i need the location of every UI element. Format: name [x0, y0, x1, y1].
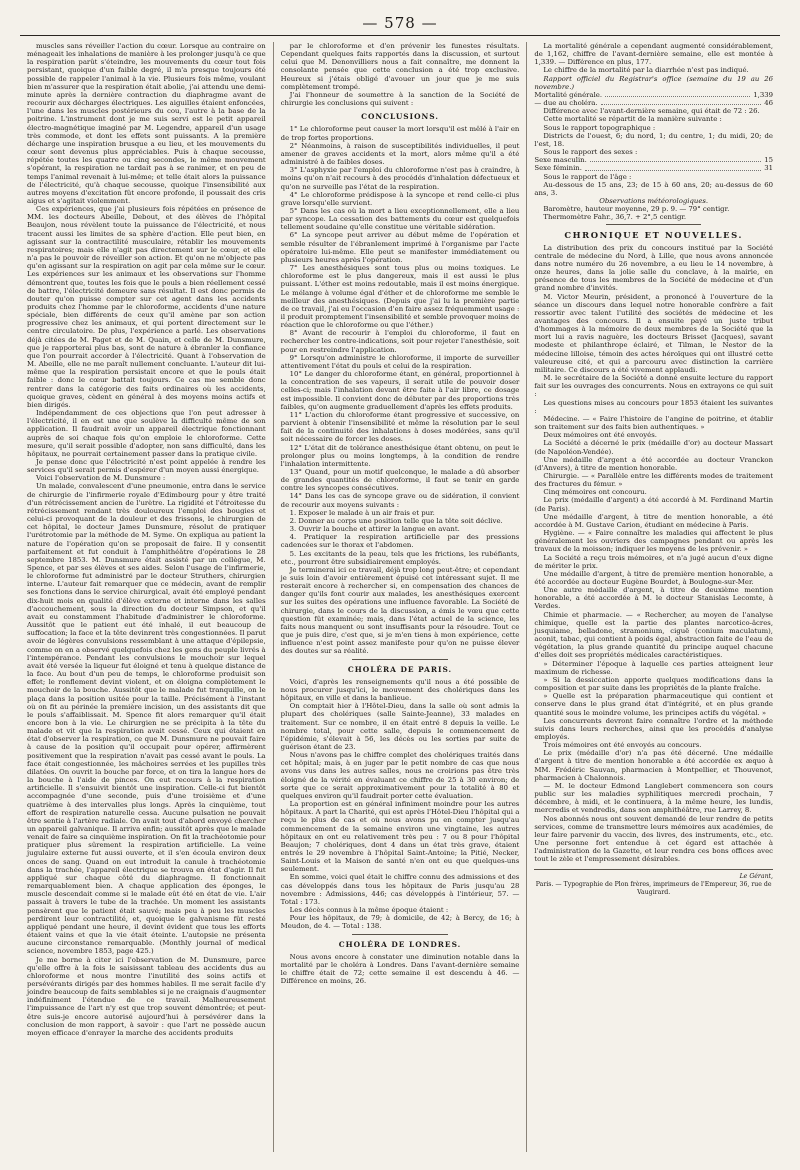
- paragraph: Deux mémoires ont été envoyés.: [543, 431, 657, 440]
- paragraph: Une médaille d'argent a été accordée au docteur Vranckon (d'Anvers), à titre de mention honorable.: [534, 455, 774, 472]
- paragraph: Chirurgie. — « Parallèle entre les différents modes de traitement des fractures du fémur. »: [534, 471, 774, 489]
- stat-row-cholera: [534, 99, 773, 107]
- conclusion-item: 13° Quand, pour un motif quelconque, le malade a dû absorber de grandes quantités de chloroforme, il faut se tenir en garde contre les syncopes consécutives.: [280, 467, 520, 493]
- paragraph: Nos abonnés nous ont souvent demandé de leur rendre de petits services, comme de transmettre leurs mémoires aux académies, de leur faire parvenir du vaccin, des livres, des instruments, etc., etc. Une personne fort entendue à cet égard est attachée à l'administration de la Gazette, et leur rendra ces bons offices avec tout le zèle et l'empressement désirables.: [534, 814, 774, 864]
- conclusion-item: 12° L'état dit de tolérance anesthésique étant obtenu, on peut le prolonger plus ou moins longtemps, à la condition de rendre l'inhalation intermittente.: [280, 443, 520, 468]
- report-line: [534, 75, 773, 91]
- measure-item: 1. Exposer le malade à un air frais et pur.: [289, 508, 435, 517]
- column-1: [20, 42, 273, 1152]
- paragraph: Thermomètre Fahr., 36,7. + 2°,5 centigr.: [543, 213, 687, 222]
- leader-dots: [605, 91, 750, 97]
- meteo-title: Observations météorologiques.: [599, 196, 709, 205]
- leader-dots: [585, 164, 761, 170]
- conclusion-item: 5° Dans les cas où la mort a lieu exceptionnellement, elle a lieu par syncope. La cessation des battements du cœur est quelquefois tellement soudaine qu'elle constitue une véritable sidération.: [280, 206, 520, 232]
- paragraph: Un malade, convalescent d'une pneumonie, entra dans le service de chirurgie de l'infirmerie royale d'Edimbourg pour y être traité d'un rétrécissement ancien de l'urètre. La rigidité et l'étroitesse du rétrécissement rendant très douloureux l'emploi des bougies et celui-ci provoquant de la douleur et des frissons, le chirurgien de cet hôpital, le docteur James Dunsmure, résolut de pratiquer l'urétrotomie par la méthode de M. Syme. On expliqua au patient la nature de l'opération qu'on se proposait de faire. Il y consentit parfaitement et fut conduit à l'amphithéâtre d'opérations le 28 septembre 1853. M. Dunsmure était assisté par un collègue, M. Spence, et par ses élèves et ses aides. Selon l'usage de l'infirmerie, le chloroforme fut administré par le docteur Struthers, chirurgien interne. L'auteur fait remarquer que ce médecin, avant de remplir ses fonctions dans le service chirurgical, avait été employé pendant dix-huit mois en qualité d'élève externe et interne dans les salles d'accouchement, sous la direction du docteur Simpson, et qu'il avait eu constamment l'habitude d'administrer le chloroforme. Aussitôt que le patient eut été inhalé, il eut beaucoup de suffocation; la face et la tête devinrent très congestionnées. Il parut avoir de légères convulsions ressemblant à une attaque d'épilepsie, comme on en a observé quelquefois chez les gens du peuple livrés à l'intempérance. Pendant les convulsions le mouchoir sur lequel avait été versée la liqueur fut éloigné et tenu à quelque distance de la face. Au bout d'un peu de temps, le chloroforme produisit son effet; le ronflement devint violent, et on éloigna complètement le mouchoir de la bouche. Aussitôt que le malade fut tranquille, on le plaça dans la position usitée pour la taille. Précisément à l'instant où on fit au périnée la première incision, un des assistants dit que le pouls s'affaiblissait. M. Spence fit alors remarquer qu'il était encore bon à la vie. Le chirurgien ne se précipita à la tête du malade et vit que la respiration avait cessé. Ceux qui étaient en état d'observer la respiration, ce que M. Dunsmure ne pouvait faire à cause de la position qu'il occupait pour opérer, affirmèrent positivement que la respiration n'avait pas cessé avant le pouls. La face était congestionnée, les mâchoires serrées et les pupilles très dilatées. On ouvrit la bouche par force, et on tira la langue hors de la bouche à l'aide de pinces. On eut recours à la respiration artificielle. Il s'ensuivit bientôt une inspiration. Celle-ci fut bientôt accompagnée d'une seconde, puis d'une troisième et d'une quatrième à des intervalles plus longs. Après la cinquième, tout effort de respiration naturelle cessa. Aucune pulsation ne pouvait être sentie à l'artère radiale. On avait tout d'abord envoyé chercher un appareil galvanique. Il arriva enfin; aussitôt après que le malade venait de faire sa cinquième inspiration. On fit la trachéotomie pour pratiquer plus sûrement la respiration artificielle. La veine jugulaire externe fut aussi ouverte, et il s'en écoula environ deux onces de sang. Quand on eut introduit la canule à trachéotomie dans la trachée, l'appareil électrique se trouva en état d'agir. Il fut appliqué sur chaque côté du diaphragme. Il fonctionnait remarquablement bien. A chaque application des éponges, le muscle descendait comme si le malade eût été en état de vie. L'air passait à travers le tube de la trachée. Un moment les assistants pensèrent que le patient était sauvé; mais peu à peu les muscles perdirent leur contractilité, et, quoique le galvanisme fût resté appliqué pendant une heure, il devint évident que tous les efforts étaient vains et que la vie était éteinte. L'autopsie ne présenta aucune circonstance remarquable. (Monthly journal of medical science, novembre 1853, page 425.): [27, 482, 266, 956]
- paragraph: Trois mémoires ont été envoyés au concours.: [543, 741, 702, 750]
- conclusion-item: 14° Dans les cas de syncope grave ou de sidération, il convient de recourir aux moyens suivants :: [280, 492, 520, 509]
- paragraph: Sous le rapport topographique :: [543, 123, 656, 132]
- paragraph: Hygiène. — « Faire connaître les maladies qui affectent le plus généralement les ouvriers des campagnes pendant ou après les travaux de la moisson; indiquer les moyens de les prévenir. »: [534, 529, 774, 554]
- meteo-heading: [534, 197, 773, 205]
- paragraph: On comptait hier à l'Hôtel-Dieu, dans la salle où sont admis la plupart des cholériques (salle Sainte-Jeanne), 33 malades en traitement. Sur ce nombre, il en était entré 8 depuis la veille. Le nombre total, pour cette salle, depuis le commencement de l'épidémie, s'élevait à 56, les décès ou les sorties par suite de guérison étant de 23.: [280, 702, 520, 751]
- column-3: [526, 42, 780, 1152]
- paragraph: Le chiffre de la mortalité par la diarrhée n'est pas indiqué.: [543, 66, 749, 75]
- paragraph: Les concurrents devront faire connaître l'ordre et la méthode suivis dans leurs recherches, ainsi que les procédés d'analyse employés.: [534, 716, 774, 741]
- page-header: [20, 14, 780, 36]
- stat-value: 31: [764, 164, 774, 173]
- paragraph: Les décès connus à la même époque étaient :: [289, 906, 449, 915]
- paragraph: Nous avons encore à constater une diminution notable dans la mortalité par le choléra à Londres. Dans l'avant-dernière semaine le chiffre était de 72; cette semaine il est descendu à 46. — Différence en moins, 26.: [280, 952, 520, 986]
- paragraph: — M. le docteur Edmond Langlebert commencera son cours public sur les maladies syphilitiques mercredi prochain, 7 décembre, à midi, et le continuera, à la même heure, les lundis, mercredis et vendredis, dans son amphithéâtre, rue Larrey, 8.: [534, 781, 774, 815]
- conclusion-item: 10° Le danger du chloroforme étant, en général, proportionnel à la concentration de ses vapeurs, il serait utile de pouvoir doser celles-ci; mais l'inhalation devant être faite à l'air libre, ce dosage est impossible. Il convient donc de débuter par des proportions très faibles, qu'on augmente graduellement d'après les effets produits.: [280, 370, 520, 411]
- paragraph: Chimie et pharmacie. — « Rechercher, au moyen de l'analyse chimique, quelle est la partie des plantes narcotico-âcres, jusquiame, belladone, stramonium, ciguë (conium maculatum), aconit, tabac, qui contient à poids égal, abstraction faite de l'eau de végétation, la plus grande quantité du principe auquel chacune d'elles doit ses propriétés médicales caractéristiques.: [534, 610, 774, 660]
- paragraph: La Société a décerné le prix (médaille d'or) au docteur Massart (de Napoléon-Vendée).: [534, 439, 774, 456]
- conclusion-item: 7° Les anesthésiques sont tous plus ou moins toxiques. Le chloroforme est le plus dangereux, mais il est aussi le plus puissant. L'éther est moins redoutable, mais il est moins énergique. Le mélange à volume égal d'éther et de chloroforme me semble le meilleur des anesthésiques. (Depuis que j'ai lu la première partie de ce travail, j'ai eu l'occasion d'en faire assez fréquemment usage : il produit promptement l'insensibilité et semble provoquer moins de réaction que le chloroforme ou que l'éther.): [280, 264, 520, 330]
- stat-row-male: [534, 156, 773, 164]
- stat-label: — due au choléra.: [534, 99, 598, 108]
- paragraph: Voici, d'après les renseignements qu'il nous a été possible de nous procurer jusqu'ici, le mouvement des cholériques dans les hôpitaux, en ville et dans la banlieue.: [280, 677, 520, 703]
- paragraph: Je me borne à citer ici l'observation de M. Dunsmure, parce qu'elle offre à la fois le saisissant tableau des accidents dus au chloroforme et nous montre l'inutilité des soins actifs et persévérants dirigés par des hommes habiles. Il me serait facile d'y joindre beaucoup de faits semblables si je ne craignais d'augmenter indéfiniment l'étendue de ce travail. Malheureusement l'impuissance de l'art n'y est que trop souvent démontrée; et peut-être suis-je encore autorisé aujourd'hui à persévérer dans la conclusion de mon rapport, à savoir : que l'art ne possède aucun moyen efficace d'enrayer la marche des accidents produits: [27, 955, 266, 1037]
- paragraph: M. le secrétaire de la Société a donné ensuite lecture du rapport fait sur les ouvrages des concurrents. Nous en extrayons ce qui suit :: [534, 374, 774, 399]
- paragraph: Le prix (médaille d'or) n'a pas été décerné. Une médaille d'argent à titre de mention honorable a été accordée ex æquo à MM. Frédéric Sauvan, pharmacien à Montpellier, et Thouvenot, pharmacien à Chalonnois.: [534, 749, 774, 782]
- paragraph: Je pense donc que l'électricité n'est point appelée à rendre les services qu'il serait permis d'espérer d'un moyen aussi énergique.: [27, 457, 266, 475]
- paragraph: Indépendamment de ces objections que l'on peut adresser à l'électricité, il en est une que soulève la difficulté même de son application. Il faudrait avoir un appareil électrique fonctionnant auprès de soi chaque fois qu'on emploie le chloroforme. Cette mesure, qu'il serait possible d'adopter, non sans difficulté, dans les hôpitaux, ne pourrait certainement passer dans la pratique civile.: [27, 409, 266, 458]
- conclusion-item: 11° L'action du chloroforme étant progressive et successive, on parvient à obtenir l'insensibilité et même la résolution par le seul fait de la continuité des inhalations à doses modérées, sans qu'il soit nécessaire de forcer les doses.: [280, 410, 520, 444]
- paragraph: » Déterminer l'époque à laquelle ces parties atteignent leur maximum de richesse.: [534, 659, 774, 676]
- leader-dots: [601, 99, 762, 105]
- conclusion-item: 8° Avant de recourir à l'emploi du chloroforme, il faut en rechercher les contre-indications, soit pour rejeter l'anesthésie, soit pour en restreindre l'application.: [280, 329, 520, 354]
- paragraph: La Société a reçu trois mémoires, et n'a jugé aucun d'eux digne de mériter le prix.: [534, 553, 774, 570]
- stat-label: Sexe féminin.: [534, 164, 582, 173]
- paragraph: » Quelle est la préparation pharmaceutique qui contient et conserve dans le plus grand état d'intégrité, et en plus grande quantité sous le moindre volume, les principes actifs du végétal. »: [534, 692, 774, 717]
- paragraph: La proportion est en général infiniment moindre pour les autres hôpitaux. A part la Charité, qui est après l'Hôtel-Dieu l'hôpital qui a reçu le plus de cas et où nous avons pu en compter jusqu'au commencement de la semaine environ une vingtaine, les autres hôpitaux en ont eu relativement très peu : 7 ou 8 pour l'hôpital Beaujon; 7 cholériques, dont 4 dans un état très grave, étaient entrés le 29 novembre à l'hôpital Saint-Antoine; la Pitié, Necker, Saint-Louis et la Maison de santé n'en ont eu que quelques-uns seulement.: [280, 800, 520, 874]
- paragraph: Les questions mises au concours pour 1853 étaient les suivantes :: [534, 398, 774, 415]
- stat-label: Sexe masculin.: [534, 156, 587, 165]
- paragraph: La distribution des prix du concours institué par la Société centrale de médecine du Nord, à Lille, que nous avons annoncée dans notre numéro du 26 novembre, a eu lieu le 14 novembre, à onze heures, dans la jolie salle du conclave, à la mairie, en présence de tous les membres de la Société de médecine et d'un grand nombre d'invités.: [534, 243, 774, 293]
- conclusion-item: 1° Le chloroforme peut causer la mort lorsqu'il est mêlé à l'air en de trop fortes proportions.: [280, 125, 520, 142]
- paragraph: muscles sans réveiller l'action du cœur. Lorsque au contraire on ménageait les inhalations de manière à les prolonger jusqu'à ce que la respiration parût s'éteindre, les mouvements du cœur tout fois persistant, quoique d'un faible degré, il m'a presque toujours été possible de rappeler l'animal à la vie. Plusieurs fois même, voulant bien m'assurer que la respiration était abolie, j'ai attendu une demi-minute après la dernière contraction du diaphragme avant de recourir aux décharges électriques. Les aiguilles étaient enfoncées, l'une dans les muscles postérieurs du cou, l'autre à la base de la poitrine. L'instrument dont je me suis servi est le petit appareil électro-magnétique imaginé par M. Legendre, appareil d'un usage très commode, et dont les effets sont puissants. A la première décharge une inspiration brusque a eu lieu, et les mouvements du cœur sont devenus plus appréciables. Puis à chaque secousse, répétée toutes les quatre ou cinq secondes, le même mouvement s'opérant, la respiration ne tardait pas à se ranimer, et en peu de temps l'animal revenait à lui-même; et telle était alors la puissance de l'électricité, qu'à chaque secousse, quoique l'insensibilité aux autres moyens d'excitation fût encore profonde, il poussait des cris aigus et s'agitait violemment.: [27, 42, 266, 205]
- imprint: [534, 869, 773, 896]
- divider: [352, 659, 447, 660]
- paragraph: » Si la dessiccation apporte quelques modifications dans la composition et par suite dans les propriétés de la plante fraîche.: [534, 675, 774, 693]
- paragraph: M. Victor Meurin, président, a prononcé à l'ouverture de la séance un discours dans lequel notre honorable confrère a fait ressortir avec talent l'utilité des sociétés de médecine et les avantages des concours. Il a ensuite payé un juste tribut d'hommages à la mémoire de deux membres de la Société que la mort lui a ravis naguère, les docteurs Brisset (Jacques), savant modeste et philanthrope éclairé, et Tilman, le Nestor de la médecine lilloise, témoin des actes héroïques qui ont illustré cette valeureuse cité, et qui a parcouru avec distinction la carrière militaire. Ce discours a été vivement applaudi.: [534, 292, 774, 374]
- printer-line: Paris. — Typographie de Plon frères, imprimeurs de l'Empereur, 36, rue de Vaugirard.: [535, 881, 772, 896]
- paragraph: En somme, voici quel était le chiffre connu des admissions et des cas développés dans tous les hôpitaux de Paris jusqu'au 28 novembre : Admissions, 446; cas développés à l'intérieur, 57. — Total : 173.: [280, 873, 520, 906]
- stat-value: 15: [764, 156, 774, 165]
- conclusion-item: 4° Le chloroforme prédispose à la syncope et rend celle-ci plus grave lorsqu'elle survient.: [280, 190, 520, 207]
- paragraph: Médecine. — « Faire l'histoire de l'angine de poitrine, et établir son traitement sur des faits bien authentiques. »: [534, 414, 774, 432]
- column-2: [273, 42, 527, 1152]
- paragraph: Voici l'observation de M. Dunsmure :: [36, 474, 166, 483]
- paragraph: Je terminerai ici ce travail, déjà trop long peut-être; et cependant je suis loin d'avoir entièrement épuisé cet intéressant sujet. Il me resterait encore à rechercher si, en compensation des chances de danger qu'ils font courir aux malades, les anesthésiques exercent sur les suites des opérations une influence favorable. La Société de chirurgie, dans le cours de la discussion, a émis le vœu que cette question fût examinée; mais, dans l'état actuel de la science, les faits nous manquent ou sont insuffisants pour la résoudre. Tout ce que je puis dire, c'est que, si je m'en tiens à mon expérience, cette influence n'est point assez manifeste pour qu'on ne puisse élever des doutes sur sa réalité.: [280, 565, 520, 656]
- stat-row-general: [534, 91, 773, 99]
- chronicle-heading: CHRONIQUE ET NOUVELLES.: [564, 230, 743, 241]
- paragraph: Une médaille d'argent, à titre de mention honorable, a été accordée à M. Gustave Carion, étudiant en médecine à Paris.: [534, 512, 774, 529]
- stat-label: Mortalité générale.: [534, 90, 603, 99]
- paragraph: par le chloroforme et d'en prévenir les funestes résultats. Cependant quelques faits rapportés dans la discussion, et surtout celui que M. Denonvilliers nous a fait connaître, me donnent la consolante pensée que cette conclusion a été trop exclusive. Heureux si j'étais obligé d'avouer un jour que je me suis complètement trompé.: [280, 42, 520, 91]
- page-number: — 578 —: [362, 14, 438, 32]
- cholera-london-heading: CHOLÉRA DE LONDRES.: [338, 939, 462, 949]
- conclusion-item: 3° L'asphyxie par l'emploi du chloroforme n'est pas à craindre, à moins qu'on n'ait recours à des procédés d'inhalation défectueux et qu'on ne surveille pas l'état de la respiration.: [280, 166, 520, 191]
- paragraph: Cette mortalité se répartit de la manière suivante :: [543, 115, 722, 124]
- paragraph: Nous n'avons pas le chiffre complet des cholériques traités dans cet hôpital; mais, à en juger par le petit nombre de cas que nous avons vus dans les autres salles, nous ne croirions pas être très éloigné de la vérité en évaluant ce chiffre de 25 à 30 environ; de sorte que ce serait approximativement pour la totalité à 80 et quelques environ qu'il faudrait porter cette évaluation.: [280, 751, 520, 800]
- conclusion-item: 6° La syncope peut arriver au début même de l'opération et semble résulter de l'ébranlement imprimé à l'organisme par l'acte opératoire lui-même. Elle peut se manifester immédiatement ou plusieurs heures après l'opération.: [280, 231, 520, 264]
- paragraph: Différence avec l'avant-dernière semaine, qui était de 72 : 26.: [543, 107, 760, 116]
- paragraph: Une autre médaille d'argent, à titre de deuxième mention honorable, a été accordée à M. le docteur Stanislas Lecomte, à Verdes.: [534, 586, 774, 611]
- conclusions-heading: CONCLUSIONS.: [361, 112, 439, 122]
- paragraph: Une médaille d'argent, à titre de première mention honorable, a été accordée au docteur Eugène Bourdet, à Boulogne-sur-Mer.: [534, 569, 774, 586]
- conclusion-item: 9° Lorsqu'on administre le chloroforme, il importe de surveiller attentivement l'état du pouls et celui de la respiration.: [280, 353, 520, 370]
- paragraph: Ces expériences, que j'ai plusieurs fois répétées en présence de MM. les docteurs Abeille, Debout, et des élèves de l'hôpital Beaujon, nous révèlent toute la puissance de l'électricité, et nous tracent aussi les limites de sa sphère d'action. Elle peut bien, en agissant sur la contractilité musculaire, rétablir les mouvements respiratoires; mais elle n'agit pas directement sur le cœur, et elle n'a pas le pouvoir de réveiller son action. Et qu'on ne m'objecte pas qu'en agissant sur la respiration on agit par cela même sur le cœur. Les expériences sur les animaux et les observations sur l'homme démontrent que, toutes les fois que le pouls a bien réellement cessé de battre, l'électricité demeure sans résultat. Il est donc permis de douter qu'on puisse compter sur cet agent dans les accidents produits chez l'homme par le chloroforme, accidents d'une nature spéciale, bien différents de ceux qu'il amène par son action progressive chez les animaux, et qui portent directement sur le centre circulatoire. De plus, l'expérience a parlé. Les observations déjà citées de M. Paget et de M. Quain, et celle de M. Dunsmure, que je rapporterai plus bas, sont de nature à ébranler la confiance que l'on pourrait accorder à l'électricité. Quant à l'observation de M. Abeille, elle ne me paraît nullement concluante. L'auteur dit lui-même que la respiration persistait encore et que le pouls était faible : donc le cœur battait toujours. Ce cas me semble donc rentrer dans la catégorie des faits ordinaires où les accidents, quoique graves, cèdent en général à des moyens moins actifs et bien dirigés.: [27, 205, 266, 409]
- leader-dots: [590, 156, 761, 162]
- stat-row-female: [534, 164, 773, 172]
- paragraph: Sous le rapport de l'âge :: [543, 172, 632, 181]
- measure-item: 2. Donner au corps une position telle que la tête soit déclive.: [289, 516, 503, 525]
- measure-item: 4. Pratiquer la respiration artificielle par des pressions cadencées sur le thorax et l'abdomen.: [280, 533, 520, 550]
- stat-value: 46: [764, 99, 774, 108]
- columns: [20, 42, 780, 1152]
- divider: [352, 934, 447, 935]
- gerant-label: Le Gérant,: [739, 873, 774, 881]
- measure-item: 5. Les excitants de la peau, tels que les frictions, les rubéfiants, etc., pourront être subsidiairement employés.: [280, 549, 520, 566]
- paragraph: Le prix (médaille d'argent) a été accordé à M. Ferdinand Martin (de Paris).: [534, 496, 774, 513]
- stat-value: 1,339: [753, 90, 774, 99]
- paragraph: Sous le rapport des sexes :: [543, 148, 638, 157]
- paragraph: Districts de l'ouest, 6; du nord, 1; du centre, 1; du midi, 20; de l'est, 18.: [534, 131, 774, 148]
- paragraph: La mortalité générale a cependant augmenté considérablement, de 1,162, chiffre de l'avant-dernière semaine, elle est montée à 1,339. — Différence en plus, 177.: [534, 42, 774, 67]
- paragraph: Cinq mémoires ont concouru.: [543, 488, 647, 497]
- paragraph: Baromètre, hauteur moyenne, 29 p. 9. — 79° centigr.: [543, 205, 730, 214]
- divider: [606, 224, 701, 225]
- paragraph: Pour les hôpitaux, de 79; à domicile, de 42; à Bercy, de 16; à Meudon, de 4. — Total : 138.: [280, 914, 520, 931]
- report-title: Rapport officiel du Registrar's office (semaine du 19 au 26 novembre.): [534, 74, 774, 91]
- measure-item: 3. Ouvrir la bouche et attirer la langue en avant.: [289, 525, 460, 534]
- paragraph: J'ai l'honneur de soumettre à la sanction de la Société de chirurgie les conclusions qui suivent :: [280, 90, 520, 108]
- paragraph: Au-dessous de 15 ans, 23; de 15 à 60 ans, 20; au-dessus de 60 ans, 3.: [534, 180, 774, 197]
- cholera-paris-heading: CHOLÉRA DE PARIS.: [347, 664, 453, 674]
- conclusion-item: 2° Néanmoins, à raison de susceptibilités individuelles, il peut amener de graves accidents et la mort, alors même qu'il a été administré à de faibles doses.: [280, 141, 520, 167]
